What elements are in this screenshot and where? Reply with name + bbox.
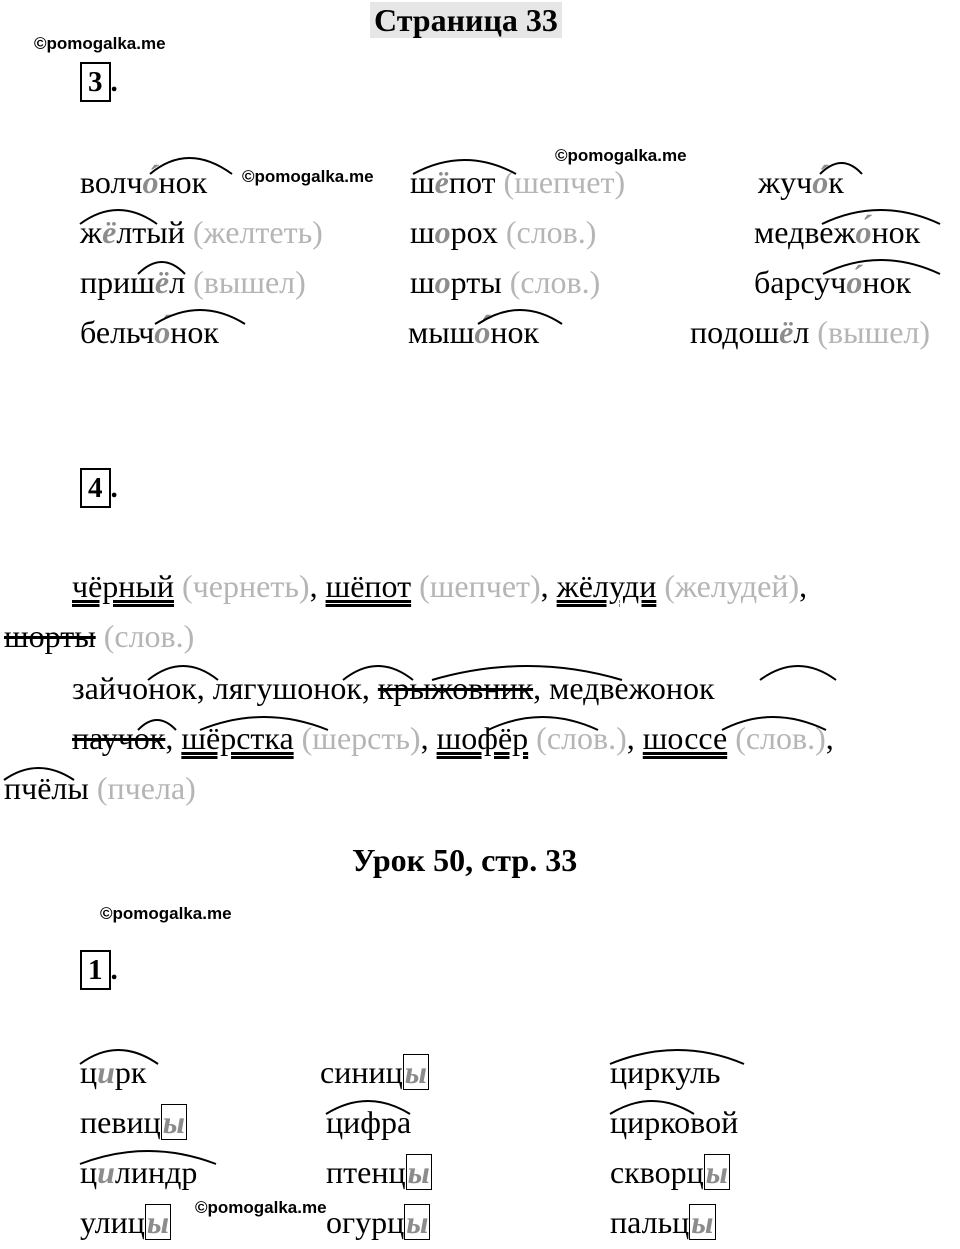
root-arc [432, 666, 622, 680]
root-arc [200, 717, 328, 730]
ex1-word: цирковой [610, 1104, 739, 1140]
root-arc [610, 1101, 694, 1114]
ex4-line: зайчонок, лягушонок, крыжовник, медвежонок [72, 670, 715, 706]
ex1-word: цифра [326, 1104, 412, 1140]
ex1-word: певицы [80, 1104, 185, 1140]
ex3-word: жёлтый (желтеть) [80, 214, 323, 250]
root-arc [722, 717, 826, 730]
root-arc [148, 666, 218, 680]
page-title: Страница 33 [370, 2, 562, 39]
ex3-word: шорты (слов.) [410, 264, 601, 300]
root-arc [478, 310, 562, 324]
root-arc [343, 666, 413, 680]
root-arc [823, 260, 940, 274]
ex3-word: медвежо́нок [754, 214, 921, 250]
exercise-4-number: 4 . [80, 468, 118, 508]
root-arc [822, 210, 940, 224]
ex1-word: огурцы [326, 1204, 429, 1240]
ex3-word: жучо́к [758, 164, 844, 200]
root-arc [413, 160, 516, 174]
ex1-word: пальцы [610, 1204, 714, 1240]
ex3-word: шорох (слов.) [410, 214, 597, 250]
root-arc [155, 310, 245, 324]
root-arc [138, 262, 185, 274]
ex4-line: шорты (слов.) [4, 618, 195, 654]
watermark: ©pomogalka.me [34, 34, 166, 53]
root-arc [820, 163, 862, 174]
ex1-word: улицы [80, 1204, 170, 1240]
ex3-word: шёпот (шепчет) [410, 164, 626, 200]
root-arc [138, 720, 176, 730]
root-arc [488, 717, 598, 730]
ex1-word: синицы [320, 1054, 427, 1090]
watermark: ©pomogalka.me [100, 904, 232, 923]
root-arc [760, 666, 836, 680]
watermark: ©pomogalka.me [195, 1198, 327, 1217]
ex1-word: птенцы [326, 1154, 430, 1190]
ex3-word: барсучо́нок [754, 264, 912, 300]
root-arc [80, 1050, 158, 1064]
exercise-3-number: 3 . [80, 62, 118, 102]
ex4-line: чёрный (чернеть), шёпот (шепчет), жёлуди (желудей), [72, 568, 808, 604]
ex3-word: бельчо́нок [80, 314, 219, 350]
ex1-word: цилиндр [80, 1154, 198, 1190]
ex1-word: цирк [80, 1054, 147, 1090]
ex1-word: скворцы [610, 1154, 728, 1190]
ex3-word: мышо́нок [408, 314, 540, 350]
ex1-word: циркуль [610, 1054, 721, 1090]
ex4-line: пчёлы (пчела) [4, 770, 196, 806]
ex3-word: подошёл (вышел) [690, 314, 931, 350]
ex3-word: пришёл (вышел) [80, 264, 306, 300]
root-arc [80, 210, 157, 224]
ex3-word: волчо́нок [80, 164, 208, 200]
root-arc [80, 1151, 216, 1164]
root-arc [150, 158, 232, 174]
root-arc [4, 768, 74, 780]
ex4-line: паучок, шёрстка (шерсть), шофёр (слов.), шоссе (слов.), [72, 720, 834, 756]
lesson-title: Урок 50, стр. 33 [352, 842, 578, 878]
exercise-1-number: 1 . [80, 950, 118, 990]
root-arc [610, 1050, 744, 1064]
root-arc [326, 1101, 410, 1114]
watermark: ©pomogalka.me [555, 146, 687, 165]
watermark: ©pomogalka.me [242, 167, 374, 186]
